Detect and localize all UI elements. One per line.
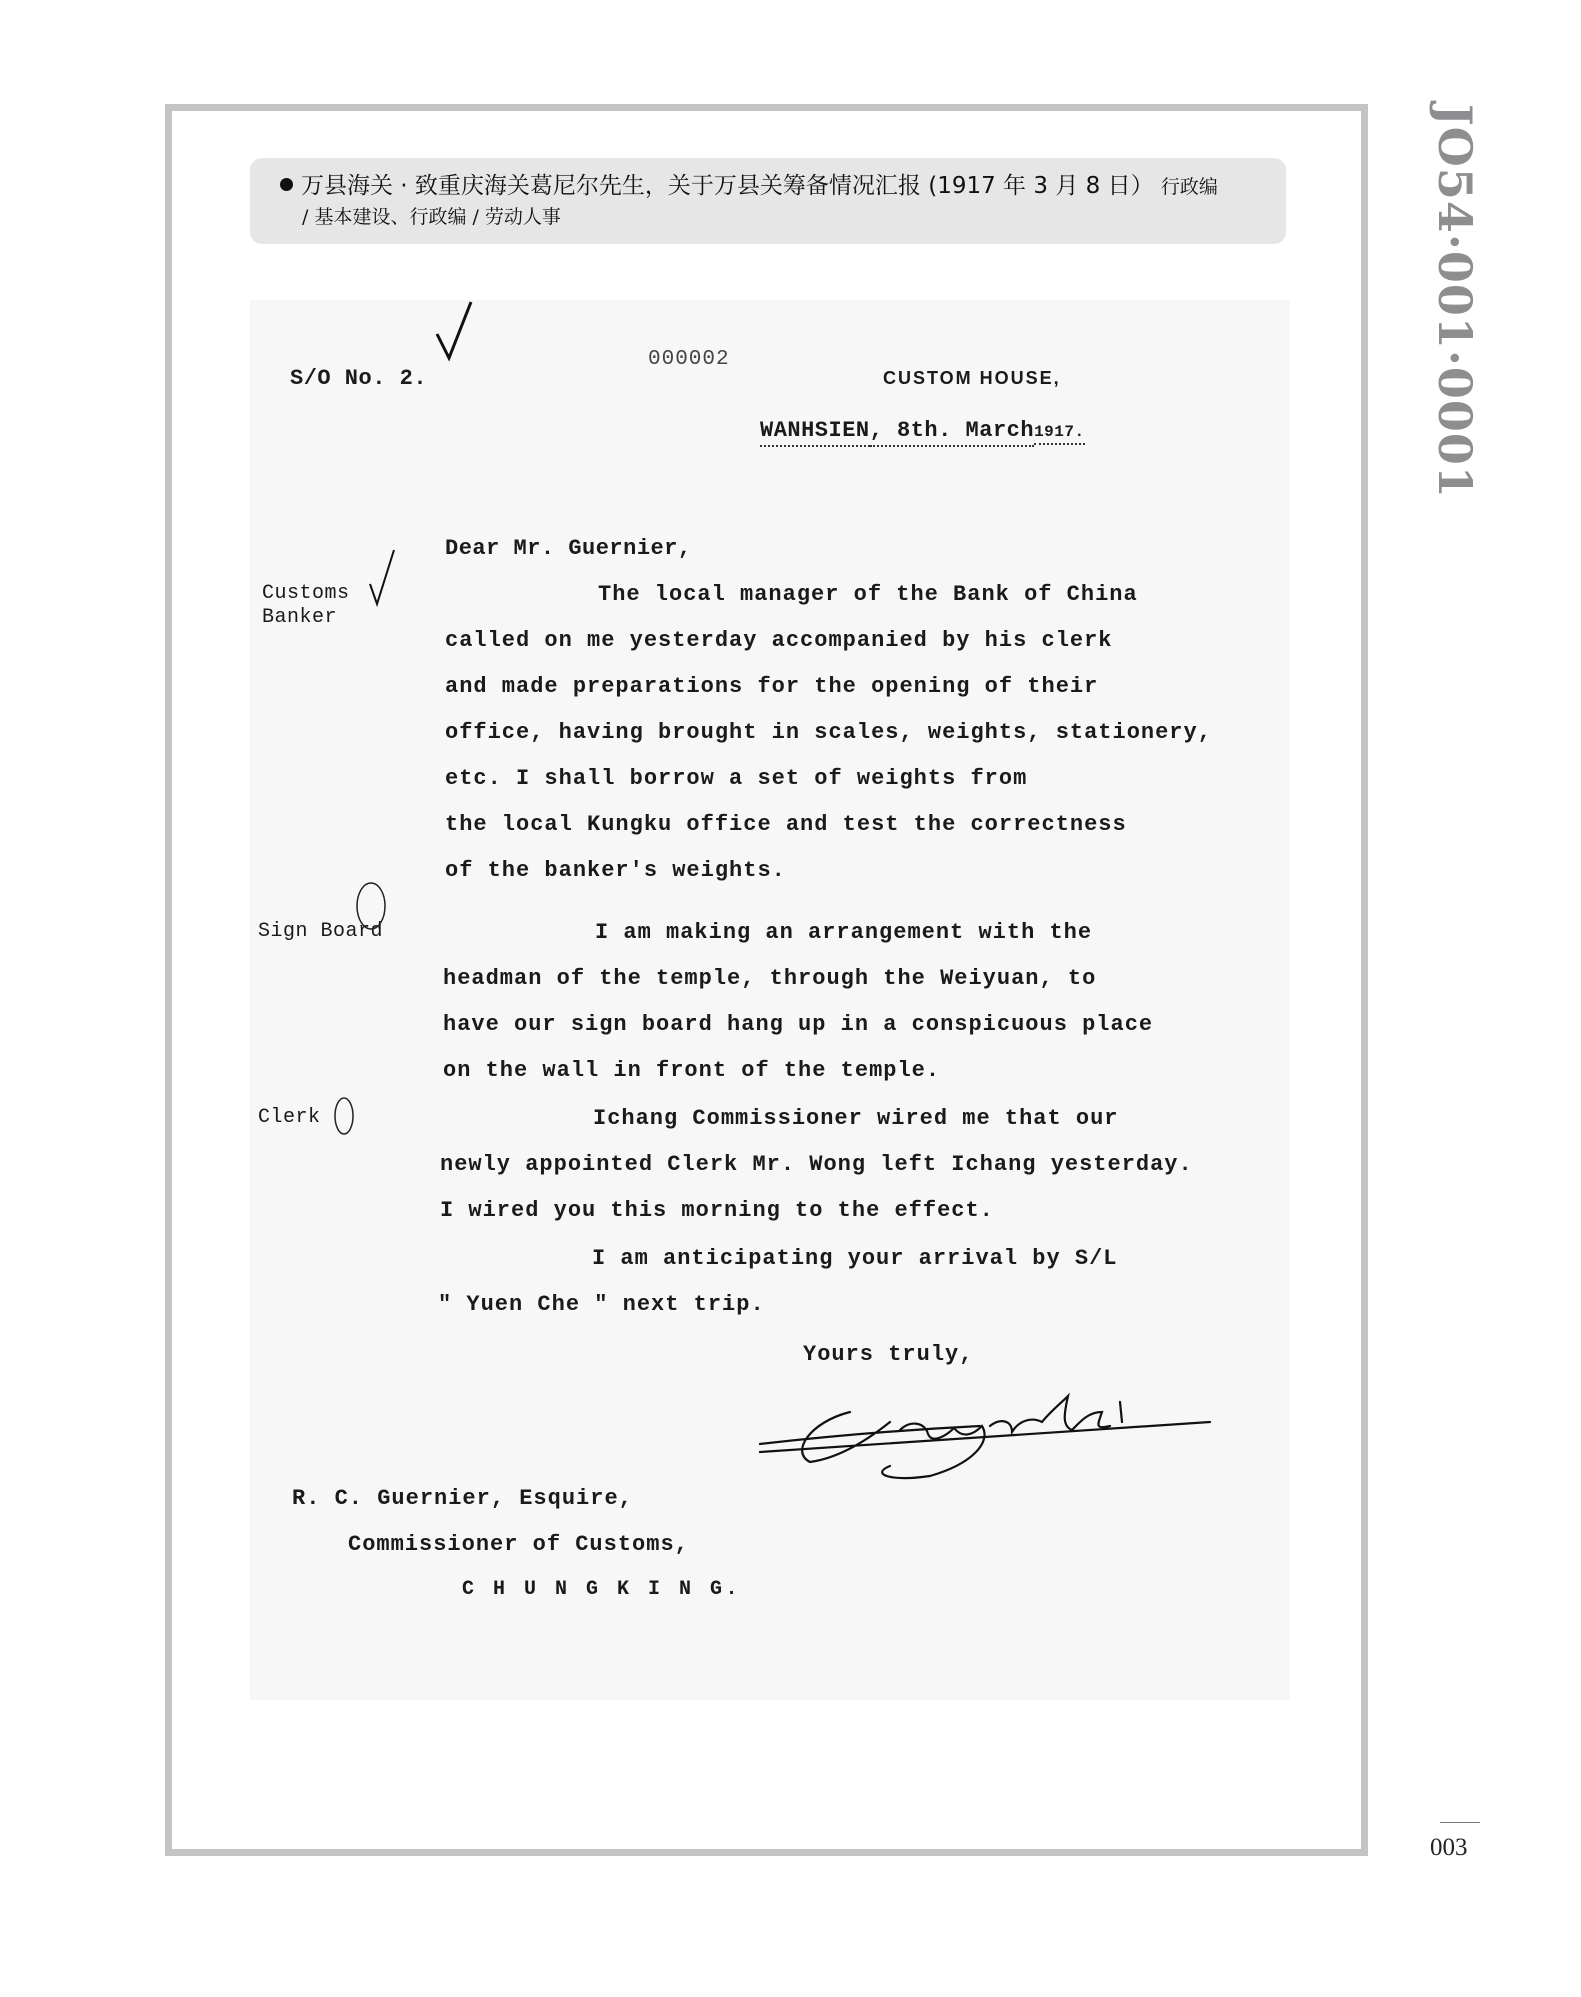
body-line: Ichang Commissioner wired me that our [593, 1106, 1119, 1131]
body-line: on the wall in front of the temple. [443, 1058, 941, 1083]
letter-date: , 8th. March [870, 418, 1034, 447]
check-mark-icon [435, 300, 475, 362]
body-line: newly appointed Clerk Mr. Wong left Ichang yesterday. [440, 1152, 1193, 1177]
margin-note-customs: Customs [262, 582, 350, 605]
salutation: Dear Mr. Guernier, [445, 536, 692, 561]
body-line: of the banker's weights. [445, 858, 786, 883]
caption-title: 万县海关 · 致重庆海关葛尼尔先生，关于万县关筹备情况汇报 (1917 年 3 月 8 日） [301, 173, 1154, 199]
letter-scan [250, 300, 1290, 1700]
caption-subcategory: / 基本建设、行政编 / 劳动人事 [302, 206, 561, 228]
bullet-icon [280, 178, 293, 191]
addressee-title: Commissioner of Customs, [348, 1532, 689, 1557]
addressee-name: R. C. Guernier, Esquire, [292, 1486, 633, 1511]
page-number: 003 [1430, 1834, 1468, 1861]
body-line: " Yuen Che " next trip. [438, 1292, 765, 1317]
body-line: etc. I shall borrow a set of weights from [445, 766, 1028, 791]
page-number-rule [1440, 1822, 1480, 1823]
body-line: and made preparations for the opening of their [445, 674, 1099, 699]
body-line: office, having brought in scales, weights, stationery, [445, 720, 1212, 745]
letter-serial-stamp: 000002 [648, 348, 730, 371]
body-line: I wired you this morning to the effect. [440, 1198, 994, 1223]
check-mark-icon [368, 548, 398, 608]
body-line: called on me yesterday accompanied by his clerk [445, 628, 1113, 653]
addressee-city: C H U N G K I N G. [462, 1578, 742, 1601]
letter-year: 1917. [1034, 423, 1085, 445]
circle-mark-icon [354, 880, 388, 932]
margin-note-clerk: Clerk [258, 1106, 321, 1129]
caption-category: 行政编 [1160, 176, 1218, 198]
caption-box [250, 158, 1286, 244]
body-line: the local Kungku office and test the correctness [445, 812, 1127, 837]
body-line: I am making an arrangement with the [595, 920, 1093, 945]
body-line: The local manager of the Bank of China [598, 582, 1138, 607]
letter-place: WANHSIEN [760, 418, 870, 447]
body-line: I am anticipating your arrival by S/L [592, 1246, 1118, 1271]
caption-title-line [280, 170, 1262, 203]
letter-reference: S/O No. 2. [290, 366, 428, 391]
circle-mark-icon [332, 1095, 356, 1137]
letterhead-office: CUSTOM HOUSE, [883, 368, 1061, 388]
margin-note-banker: Banker [262, 606, 338, 629]
body-line: headman of the temple, through the Weiyuan, to [443, 966, 1097, 991]
signature-image [750, 1382, 1230, 1482]
closing: Yours truly, [803, 1342, 974, 1367]
margin-note-sign-board: Sign Board [258, 920, 384, 943]
archive-id: JO54·001·0001 [1428, 104, 1482, 499]
letter-date-line [760, 418, 1085, 443]
body-line: have our sign board hang up in a conspicuous place [443, 1012, 1154, 1037]
